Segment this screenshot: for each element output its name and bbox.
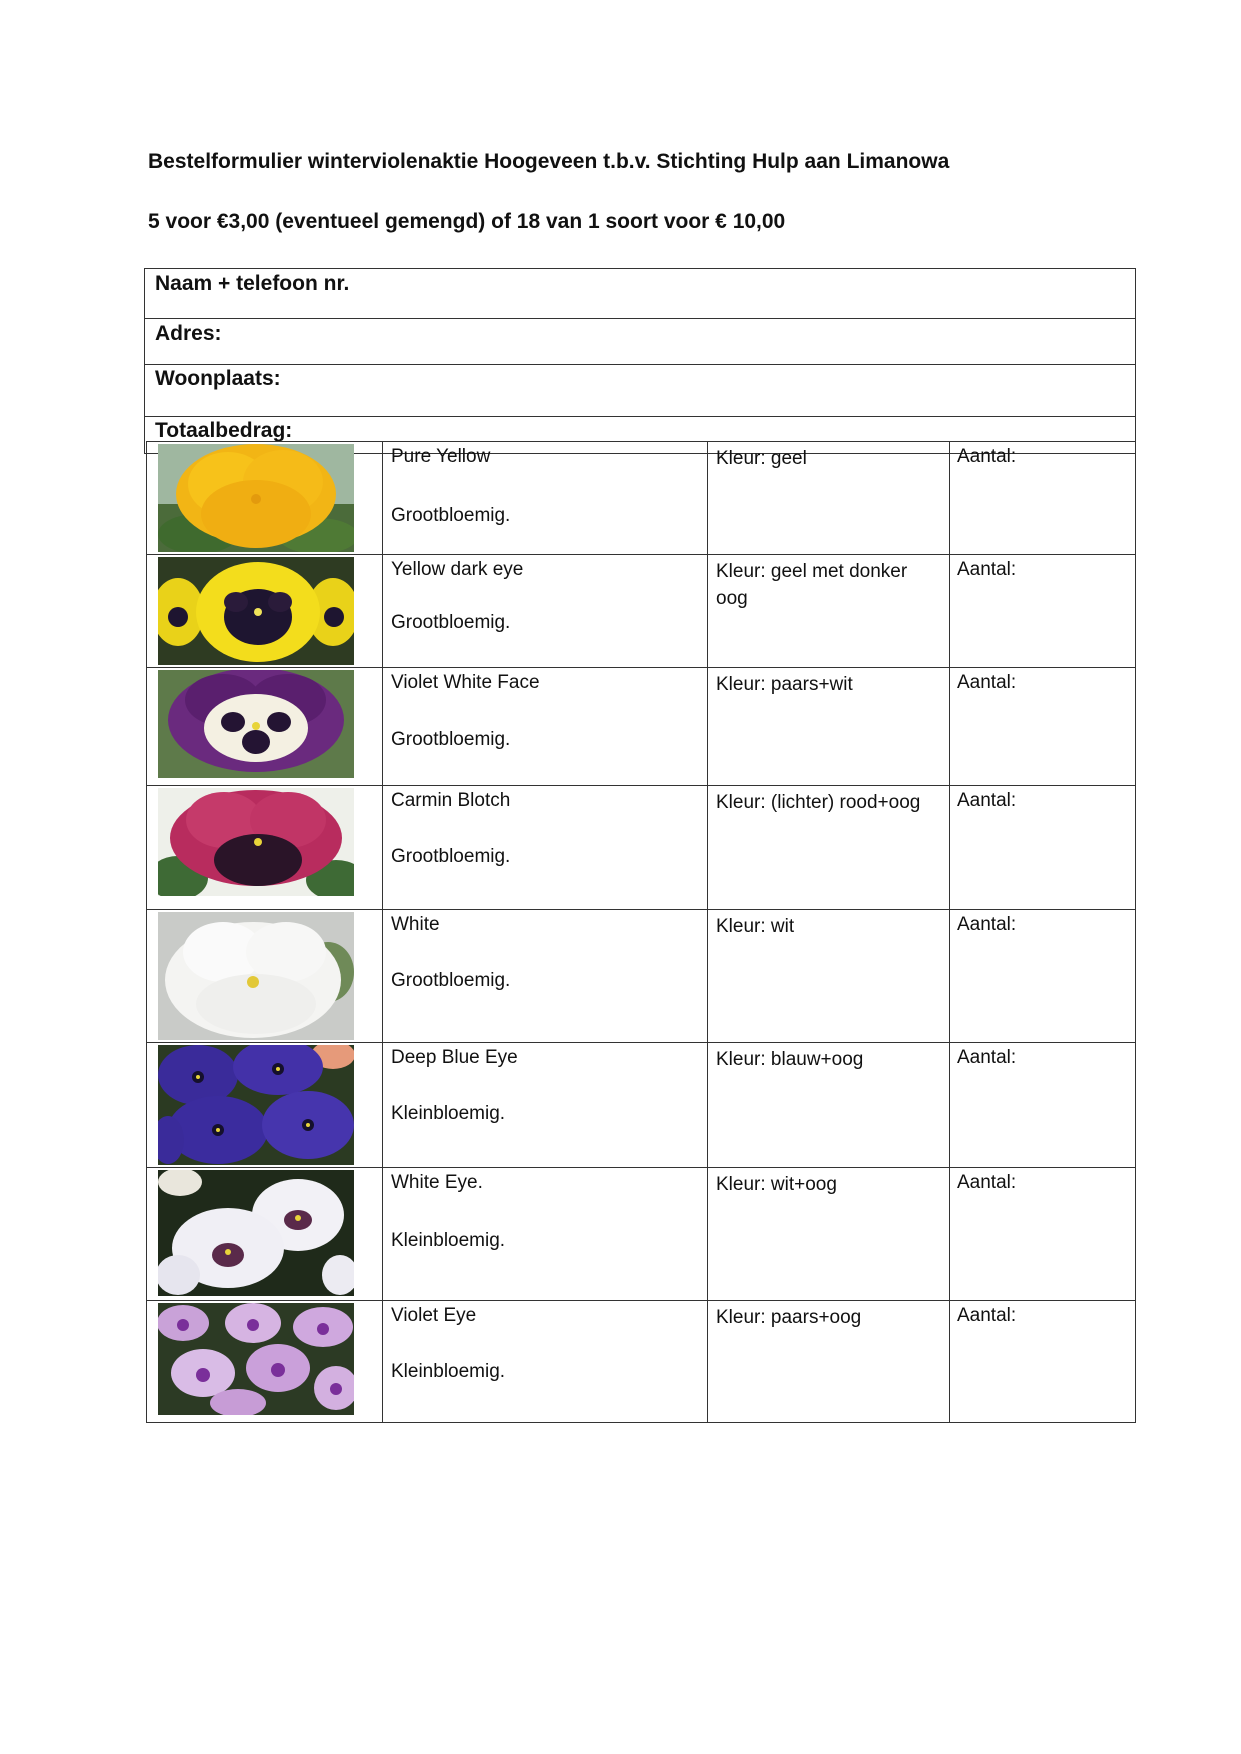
product-name: Deep Blue Eye — [391, 1047, 518, 1068]
product-name: Pure Yellow — [391, 446, 491, 467]
pansy-yellow-dark-eye-icon — [158, 557, 354, 665]
product-type: Kleinbloemig. — [391, 1229, 506, 1251]
table-row — [147, 668, 1136, 786]
product-color: Kleur: paars+oog — [708, 1301, 950, 1423]
price-subtitle: 5 voor €3,00 (eventueel gemengd) of 18 van 1 soort voor € 10,00 — [148, 210, 786, 233]
quantity-field[interactable]: Aantal: — [950, 555, 1136, 668]
viola-blue-icon — [158, 1045, 354, 1165]
quantity-field[interactable]: Aantal: — [950, 786, 1136, 910]
quantity-field[interactable]: Aantal: — [950, 910, 1136, 1043]
product-type: Grootbloemig. — [391, 728, 511, 750]
product-name: Carmin Blotch — [391, 790, 511, 811]
city-field[interactable]: Woonplaats: — [145, 365, 1136, 417]
table-row — [147, 786, 1136, 910]
product-table — [146, 441, 1136, 1423]
product-name: Yellow dark eye — [391, 559, 524, 580]
pansy-white-icon — [158, 912, 354, 1040]
table-row — [147, 910, 1136, 1043]
product-color: Kleur: geel met donker oog — [708, 555, 950, 668]
product-name: White Eye. — [391, 1172, 483, 1193]
page-title: Bestelformulier winterviolenaktie Hoogeveen t.b.v. Stichting Hulp aan Limanowa — [148, 150, 950, 173]
address-field[interactable]: Adres: — [145, 319, 1136, 365]
product-type: Grootbloemig. — [391, 845, 511, 867]
quantity-field[interactable]: Aantal: — [950, 1168, 1136, 1301]
viola-violet-eye-icon — [158, 1303, 354, 1415]
pansy-violet-white-icon — [158, 670, 354, 778]
product-type: Grootbloemig. — [391, 504, 511, 526]
quantity-field[interactable]: Aantal: — [950, 668, 1136, 786]
product-color: Kleur: (lichter) rood+oog — [708, 786, 950, 910]
table-row — [147, 442, 1136, 555]
table-row — [147, 1301, 1136, 1423]
product-type: Kleinbloemig. — [391, 1102, 506, 1124]
product-name: Violet White Face — [391, 672, 540, 693]
product-color: Kleur: wit+oog — [708, 1168, 950, 1301]
product-color: Kleur: blauw+oog — [708, 1043, 950, 1168]
pansy-carmine-icon — [158, 788, 354, 896]
product-name: Violet Eye — [391, 1305, 477, 1326]
product-type: Kleinbloemig. — [391, 1360, 506, 1382]
pansy-yellow-icon — [158, 444, 354, 552]
product-color: Kleur: geel — [708, 442, 950, 555]
quantity-field[interactable]: Aantal: — [950, 442, 1136, 555]
viola-white-eye-icon — [158, 1170, 354, 1296]
product-color: Kleur: paars+wit — [708, 668, 950, 786]
table-row — [147, 1043, 1136, 1168]
product-color: Kleur: wit — [708, 910, 950, 1043]
total-amount-field[interactable]: Totaalbedrag: — [145, 417, 1136, 454]
product-type: Grootbloemig. — [391, 969, 511, 991]
table-row — [147, 1168, 1136, 1301]
customer-info-table — [144, 268, 1136, 454]
quantity-field[interactable]: Aantal: — [950, 1043, 1136, 1168]
table-row — [147, 555, 1136, 668]
name-phone-field[interactable]: Naam + telefoon nr. — [145, 269, 1136, 319]
product-type: Grootbloemig. — [391, 611, 511, 633]
quantity-field[interactable]: Aantal: — [950, 1301, 1136, 1423]
product-name: White — [391, 914, 440, 935]
